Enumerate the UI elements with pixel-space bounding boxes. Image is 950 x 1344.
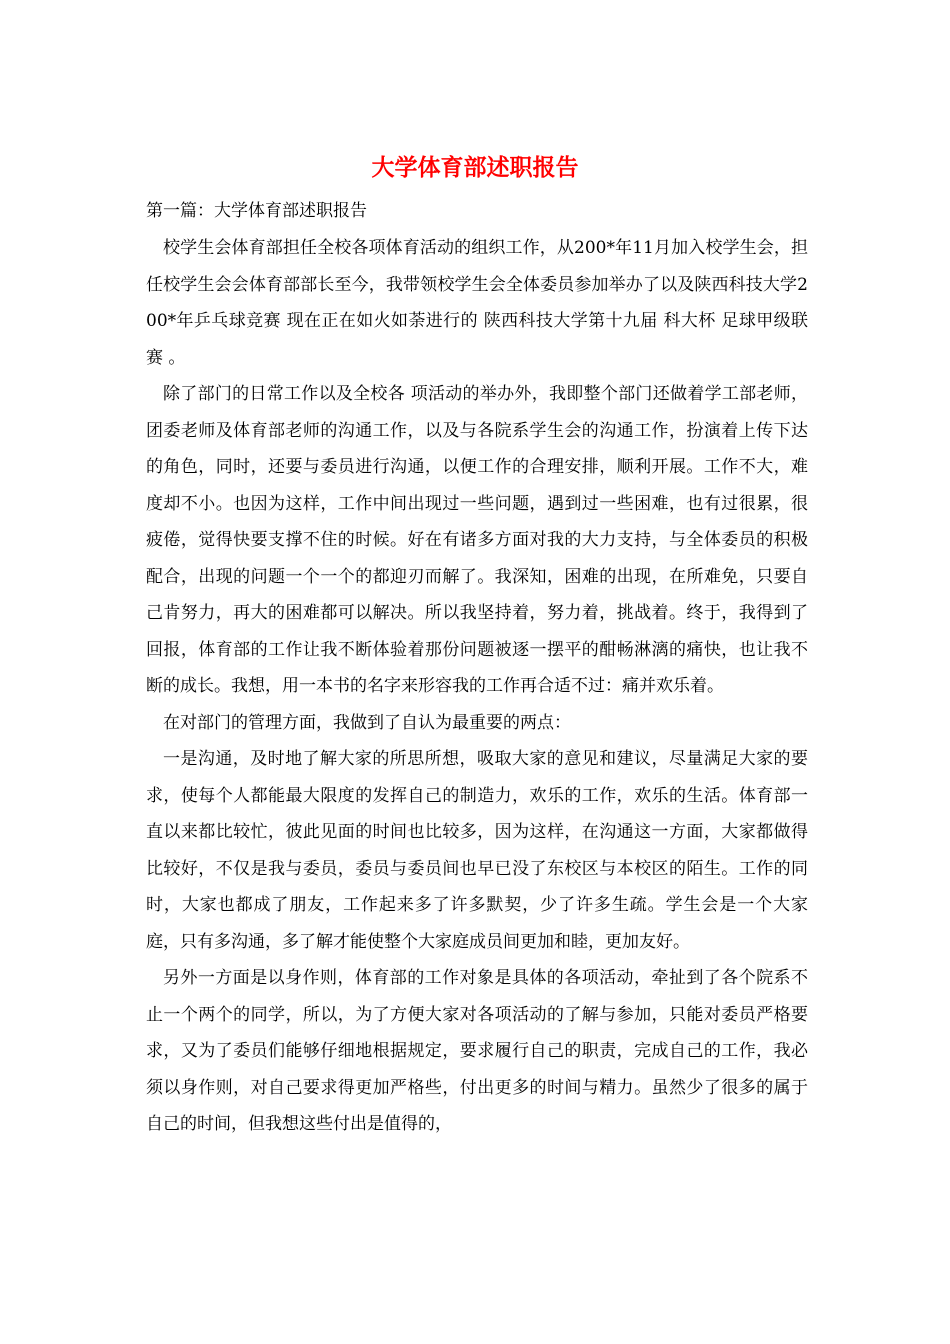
paragraph-4: 一是沟通，及时地了解大家的所思所想，吸取大家的意见和建议，尽量满足大家的要求，使每个人都能最大限度的发挥自己的制造力，欢乐的工作，欢乐的生活。体育部一直以来都比较忙，彼此见面的时间也比较多，因为这样，在沟通这一方面，大家都做得比较好，不仅是我与委员，委员与委员间也早已没了东校区与本校区的陌生。工作的同时，大家也都成了朋友，工作起来多了许多默契，少了许多生疏。学生会是一个大家庭，只有多沟通，多了解才能使整个大家庭成员间更加和睦，更加友好。 bbox=[146, 749, 808, 952]
paragraph-2: 除了部门的日常工作以及全校各 项活动的举办外，我即整个部门还做着学工部老师，团委老师及体育部老师的沟通工作，以及与各院系学生会的沟通工作，扮演着上传下达的角色，同时，还要与委员进行沟通，以便工作的合理安排，顺利开展。工作不大，难度却不小。也因为这样，工作中间出现过一些问题，遇到过一些困难，也有过很累，很疲倦，觉得快要支撑不住的时候。好在有诸多方面对我的大力支持，与全体委员的积极配合，出现的问题一个一个的都迎刃而解了。我深知，困难的出现，在所难免，只要自己肯努力，再大的困难都可以解决。所以我坚持着，努力着，挑战着。终于，我得到了回报，体育部的工作让我不断体验着那份问题被逐一摆平的酣畅淋漓的痛快，也让我不断的成长。我想，用一本书的名字来形容我的工作再合适不过：痛并欢乐着。 bbox=[146, 384, 808, 696]
paragraph-3: 在对部门的管理方面，我做到了自认为最重要的两点： bbox=[163, 712, 571, 733]
paragraph-1: 校学生会体育部担任全校各项体育活动的组织工作，从200*年11月加入校学生会，担任校学生会会体育部部长至今，我带领校学生会全体委员参加举办了以及陕西科技大学200*年乒乓球竞赛 现在正在如火如荼进行的 陕西科技大学第十九届 科大杯 足球甲级联赛 。 bbox=[146, 238, 808, 368]
document-body bbox=[146, 230, 808, 1143]
document-subtitle: 第一篇：大学体育部述职报告 bbox=[146, 201, 367, 221]
document-title: 大学体育部述职报告 bbox=[371, 154, 579, 181]
paragraph-5: 另外一方面是以身作则，体育部的工作对象是具体的各项活动，牵扯到了各个院系不止一个两个的同学，所以，为了方便大家对各项活动的了解与参加，只能对委员严格要求，又为了委员们能够仔细地根据规定，要求履行自己的职责，完成自己的工作，我必须以身作则，对自己要求得更加严格些，付出更多的时间与精力。虽然少了很多的属于自己的时间，但我想这些付出是值得的， bbox=[146, 968, 808, 1134]
